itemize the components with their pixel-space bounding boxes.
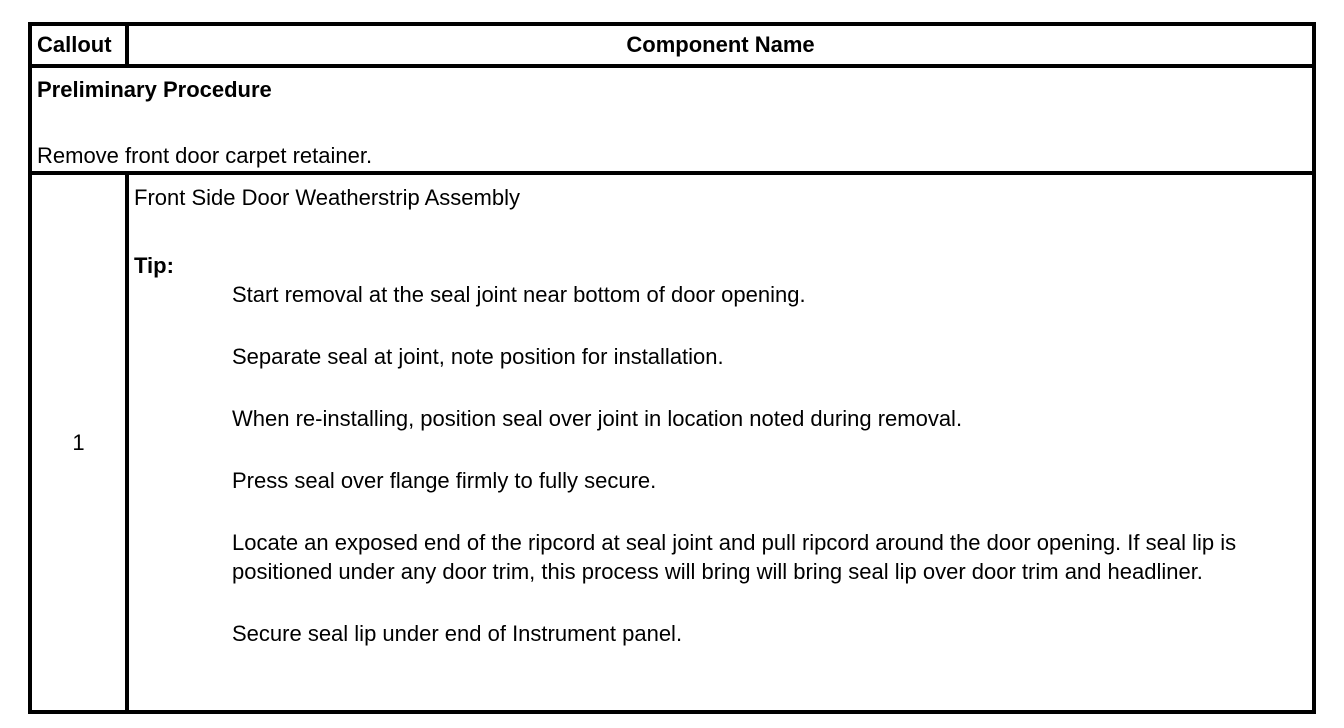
tip-list: [134, 280, 1298, 648]
tip-item: Secure seal lip under end of Instrument panel.: [232, 621, 683, 646]
tip-item: Start removal at the seal joint near bottom of door opening.: [232, 282, 806, 307]
preliminary-procedure-cell: [30, 66, 1314, 173]
preliminary-procedure-title: Preliminary Procedure: [37, 77, 272, 102]
tip-label: Tip:: [134, 253, 174, 278]
procedure-table: [28, 22, 1316, 714]
component-cell: [127, 173, 1314, 712]
component-name-column-header: Component Name: [127, 24, 1314, 66]
tip-item: When re-installing, position seal over joint in location noted during removal.: [232, 406, 963, 431]
tip-item: Locate an exposed end of the ripcord at seal joint and pull ripcord around the door opening. If seal lip is positioned under any door trim, this process will bring will bring seal lip over door trim and headliner.: [232, 530, 1237, 584]
table-row: [30, 173, 1314, 712]
callout-column-header: Callout: [30, 24, 127, 66]
tip-item: Separate seal at joint, note position for installation.: [232, 344, 724, 369]
component-name: Front Side Door Weatherstrip Assembly: [134, 185, 520, 210]
table-header-row: [30, 24, 1314, 66]
preliminary-procedure-step: Remove front door carpet retainer.: [37, 143, 373, 168]
preliminary-procedure-row: [30, 66, 1314, 173]
tip-item: Press seal over flange firmly to fully secure.: [232, 468, 657, 493]
callout-number: 1: [30, 173, 127, 712]
